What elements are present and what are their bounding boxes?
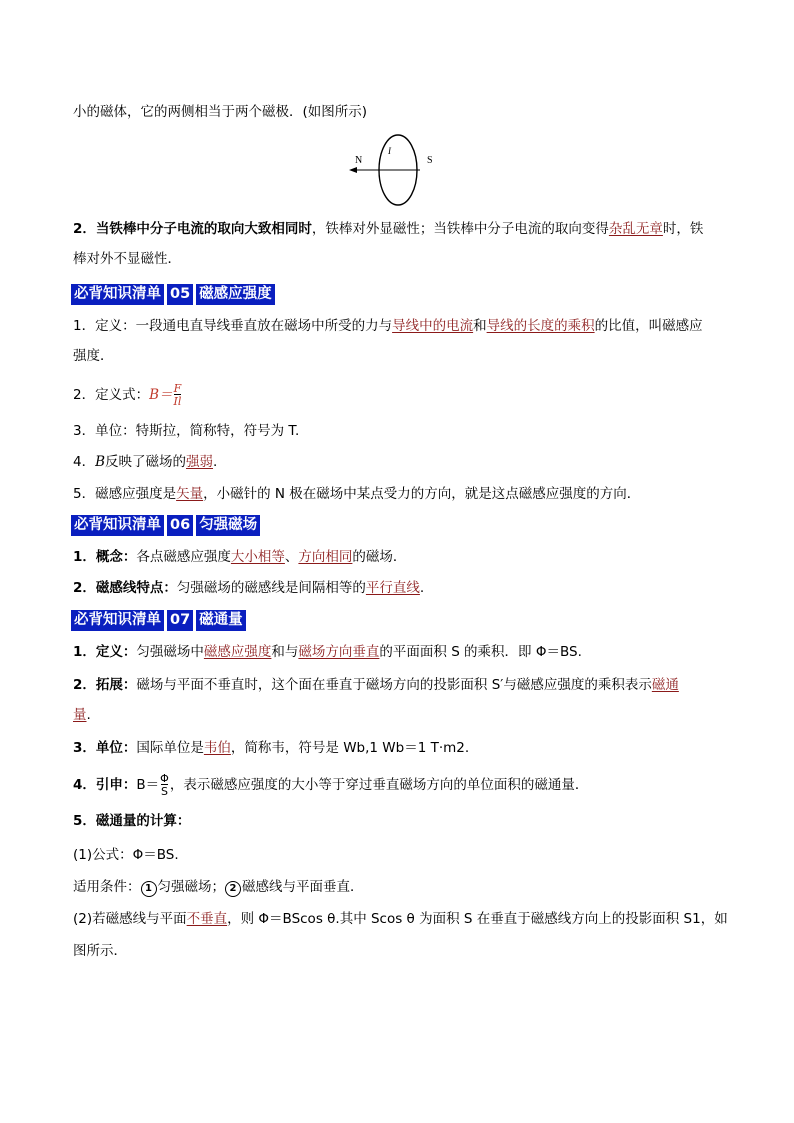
formula1-line: (1)公式：Φ＝BS. <box>73 847 179 863</box>
section-header-05: 必背知识清单 05 磁感应强度 <box>71 284 275 305</box>
unit-text: 3．单位：特斯拉，简称特，符号为 T. <box>73 423 300 439</box>
label-i: I <box>388 146 391 156</box>
vector-line: 5．磁感应强度是矢量，小磁针的 N 极在磁场中某点受力的方向，就是这点磁感应强度的方向． <box>73 486 641 502</box>
item2-line1: 2．当铁棒中分子电流的取向大致相同时，铁棒对外显磁性；当铁棒中分子电流的取向变得杂乱无章时，铁 <box>73 221 704 237</box>
current-loop-figure <box>340 130 450 210</box>
expand-line2: 量. <box>73 707 91 723</box>
flux-definition-line: 1．定义：匀强磁场中磁感应强度和与磁场方向垂直的平面面积 S 的乘积．即 Φ＝BS. <box>73 644 582 660</box>
circled-one: 1 <box>141 881 157 897</box>
field-lines-line: 2．磁感线特点：匀强磁场的磁感线是间隔相等的平行直线. <box>73 580 425 596</box>
definition-formula: 2．定义式：B＝ $\frac{F}{Il}$ <box>73 382 182 408</box>
condition-line: 适用条件： 1 匀强磁场； 2 磁感线与平面垂直． <box>73 879 364 895</box>
definition-line2: 强度． <box>73 348 114 364</box>
section-header-07: 必背知识清单 07 磁通量 <box>71 610 246 631</box>
concept-line: 1．概念：各点磁感应强度大小相等、方向相同的磁场． <box>73 549 407 565</box>
intro-text: 小的磁体，它的两侧相当于两个磁极．(如图所示) <box>73 104 368 120</box>
label-n: N <box>355 155 363 166</box>
definition-line1: 1．定义：一段通电直导线垂直放在磁场中所受的力与导线中的电流和导线的长度的乘积的比值，叫磁感应 <box>73 318 703 334</box>
section-header-06: 必背知识清单 06 匀强磁场 <box>71 515 260 536</box>
expand-line1: 2．拓展：磁场与平面不垂直时，这个面在垂直于磁场方向的投影面积 S′与磁感应强度的乘积表示磁通 <box>73 677 679 693</box>
calc-heading: 5．磁通量的计算： <box>73 813 191 829</box>
label-s: S <box>427 155 433 166</box>
extend-line: 4．引申：B＝ $\frac{\Phi}{S}$ ，表示磁感应强度的大小等于穿过垂直磁场方向的单位面积的磁通量． <box>73 772 589 798</box>
circled-two: 2 <box>225 881 241 897</box>
flux-unit-line: 3．单位：国际单位是韦伯，简称韦，符号是 Wb,1 Wb＝1 T·m2. <box>73 740 470 756</box>
item2-line2: 棒对外不显磁性． <box>73 251 181 267</box>
reflect-line: 4．B反映了磁场的强弱. <box>73 454 218 470</box>
not-perpendicular-line2: 图所示． <box>73 943 127 959</box>
not-perpendicular-line1: (2)若磁感线与平面不垂直，则 Φ＝BScos θ.其中 Scos θ 为面积 S 在垂直于磁感线方向上的投影面积 S1，如 <box>73 911 728 927</box>
